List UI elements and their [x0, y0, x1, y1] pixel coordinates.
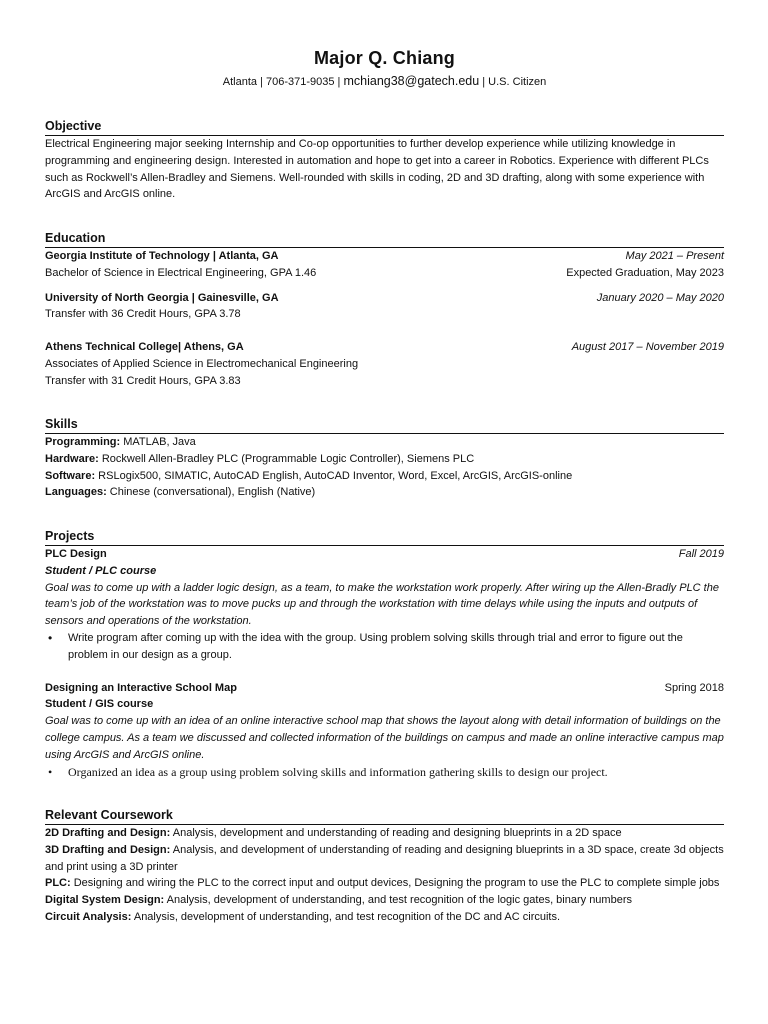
course-item: 3D Drafting and Design: Analysis, and development of understanding of reading and designing blueprints in a 3D space, create 3d objects and print using a 3D printer: [45, 843, 724, 873]
objective-section: [45, 118, 724, 203]
contact-email[interactable]: mchiang38@gatech.edu: [343, 74, 480, 88]
school-name: Athens Technical College| Athens, GA: [45, 341, 244, 354]
expected-graduation: Expected Graduation, May 2023: [566, 266, 724, 279]
skill-item: Languages: Chinese (conversational), English (Native): [45, 486, 316, 499]
education-entry: [45, 339, 724, 389]
skill-item: Programming: MATLAB, Java: [45, 436, 196, 448]
contact-citizenship: U.S. Citizen: [488, 76, 547, 88]
skills-section: [45, 416, 724, 501]
course-item: Digital System Design: Analysis, development of understanding, and test recognition of the logic gates, binary numbers: [45, 894, 632, 907]
transfer-line: Transfer with 31 Credit Hours, GPA 3.83: [45, 374, 241, 387]
project-role: Student / GIS course: [45, 698, 154, 711]
project-goal: Goal was to come up with an idea of an online interactive school map that shows the layout along with detail information of buildings on the college campus. As a team we discussed and collected information of the buildings on campus and made an online interactive campus map using ArcGIS and ArcGIS online.: [45, 715, 724, 761]
education-entry: [45, 290, 724, 324]
project-name: PLC Design: [45, 548, 107, 560]
school-name: Georgia Institute of Technology | Atlanta, GA: [45, 250, 279, 262]
project-entry: [45, 680, 724, 781]
objective-text: Electrical Engineering major seeking Internship and Co-op opportunities to further develop experience while utilizing knowledge in programming and engineering design. Interested in automation and hope to get into a career in Robotics. Experience with different PLCs such as Rockwell’s Allen-Bradley and Siemens. Well-rounded with skills in coding, 2D and 3D drafting, along with some experience with ArcGIS and ArcGIS online.: [45, 138, 709, 201]
contact-line: Atlanta | 706-371-9035 | mchiang38@gatech.edu | U.S. Citizen: [222, 74, 547, 88]
course-item: PLC: Designing and wiring the PLC to the correct input and output devices, Designing the program to use the PLC to complete simple jobs: [45, 877, 720, 890]
skills-title: Skills: [45, 416, 724, 434]
degree-line: Bachelor of Science in Electrical Engineering, GPA 1.46: [45, 266, 317, 279]
project-bullet: • Organized an idea as a group using problem solving skills and information gathering skills to design our project.: [68, 764, 724, 781]
projects-section: [45, 528, 724, 780]
project-goal: Goal was to come up with a ladder logic design, as a team, to make the workstation work properly. After wiring up the Allen-Bradly PLC the team’s job of the workstation was to move pucks up and through the workstation with time delays while using the inputs and outputs of sensors and operations of the workstation.: [45, 581, 719, 628]
education-date: May 2021 – Present: [625, 250, 724, 262]
projects-title: Projects: [45, 528, 724, 546]
project-bullets: [45, 764, 724, 781]
coursework-section: [45, 807, 724, 926]
project-bullets: [45, 630, 724, 664]
project-name: Designing an Interactive School Map: [45, 681, 237, 694]
course-item: 2D Drafting and Design: Analysis, development and understanding of reading and designing blueprints in a 2D space: [45, 827, 622, 839]
project-role: Student / PLC course: [45, 564, 157, 577]
education-title: Education: [45, 230, 724, 248]
education-section: [45, 230, 724, 390]
contact-phone: 706-371-9035: [265, 76, 335, 88]
course-item: Circuit Analysis: Analysis, development of understanding, and test recognition of the DC and AC circuits.: [45, 910, 561, 923]
project-date: Spring 2018: [664, 681, 724, 694]
contact-city: Atlanta: [222, 76, 257, 88]
degree-line: Transfer with 36 Credit Hours, GPA 3.78: [45, 308, 241, 321]
project-bullet: • Write program after coming up with the idea with the group. Using problem solving skills through trial and error to figure out the problem in our design as a group.: [68, 630, 724, 664]
skill-item: Hardware: Rockwell Allen-Bradley PLC (Programmable Logic Controller), Siemens PLC: [45, 452, 475, 465]
education-date: August 2017 – November 2019: [571, 341, 724, 354]
school-name: University of North Georgia | Gainesville, GA: [45, 291, 279, 304]
education-entry: [45, 248, 724, 282]
project-date: Fall 2019: [678, 548, 724, 560]
skill-item: Software: RSLogix500, SIMATIC, AutoCAD English, AutoCAD Inventor, Word, Excel, ArcGIS, ArcGIS-online: [45, 469, 573, 482]
candidate-name: Major Q. Chiang: [313, 48, 455, 68]
coursework-title: Relevant Coursework: [45, 807, 724, 825]
project-entry: [45, 546, 724, 664]
education-date: January 2020 – May 2020: [596, 291, 724, 304]
degree-line: Associates of Applied Science in Electromechanical Engineering: [45, 357, 359, 370]
objective-title: Objective: [45, 118, 724, 136]
